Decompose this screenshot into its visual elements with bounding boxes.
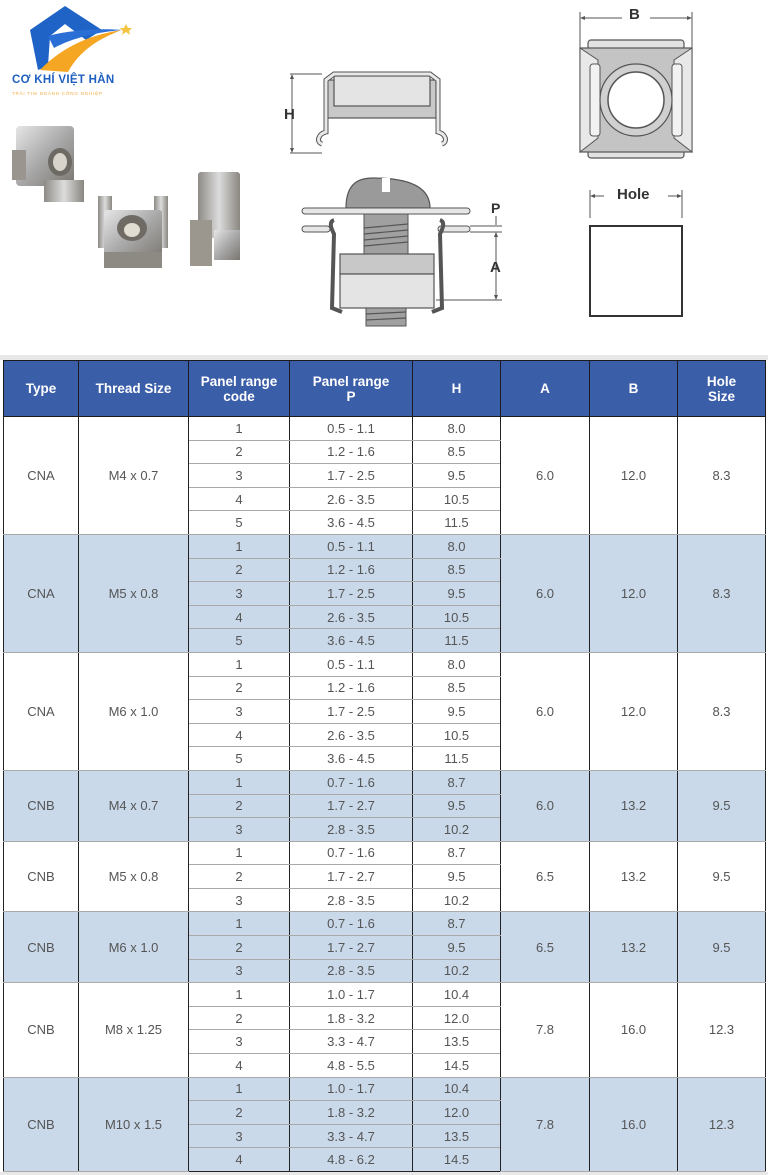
cell-type: CNA	[4, 534, 79, 652]
cell-a: 6.5	[501, 912, 590, 983]
cell-type: CNB	[4, 770, 79, 841]
cell-thread-size: M6 x 1.0	[79, 652, 189, 770]
cell-panel-code: 2	[189, 936, 290, 960]
cell-panel-code: 4	[189, 1148, 290, 1172]
cell-panel-code: 3	[189, 464, 290, 488]
cell-panel-code: 2	[189, 558, 290, 582]
brand-slogan: TRÁI TIM NGÀNH CÔNG NGHIỆP	[12, 91, 103, 96]
cell-h: 8.0	[413, 417, 501, 441]
cell-panel-range: 4.8 - 5.5	[290, 1054, 413, 1078]
cell-h: 13.5	[413, 1124, 501, 1148]
cell-type: CNB	[4, 841, 79, 912]
company-logo-icon	[10, 4, 140, 104]
table-row	[4, 534, 766, 558]
cell-panel-range: 3.3 - 4.7	[290, 1124, 413, 1148]
cell-panel-code: 3	[189, 1124, 290, 1148]
side-view-diagram	[282, 62, 472, 162]
cell-h: 9.5	[413, 865, 501, 889]
table-row	[4, 1077, 766, 1101]
cell-b: 16.0	[590, 983, 678, 1077]
cell-panel-range: 4.8 - 6.2	[290, 1148, 413, 1172]
cell-a: 6.0	[501, 534, 590, 652]
header-illustration-area	[0, 0, 768, 355]
cell-panel-range: 1.2 - 1.6	[290, 440, 413, 464]
brand-name: CƠ KHÍ VIỆT HÀN	[12, 74, 115, 86]
cell-h: 8.0	[413, 652, 501, 676]
table-header-row	[4, 361, 766, 417]
table-row	[4, 417, 766, 441]
cell-panel-range: 0.5 - 1.1	[290, 534, 413, 558]
cell-h: 14.5	[413, 1054, 501, 1078]
cell-panel-range: 2.6 - 3.5	[290, 487, 413, 511]
cell-a: 7.8	[501, 983, 590, 1077]
cell-b: 16.0	[590, 1077, 678, 1171]
cell-h: 11.5	[413, 629, 501, 653]
cell-panel-range: 1.0 - 1.7	[290, 1077, 413, 1101]
cell-type: CNB	[4, 983, 79, 1077]
cell-thread-size: M5 x 0.8	[79, 841, 189, 912]
cell-panel-range: 1.7 - 2.7	[290, 865, 413, 889]
cell-type: CNA	[4, 652, 79, 770]
cell-h: 10.2	[413, 888, 501, 912]
cell-panel-code: 5	[189, 747, 290, 771]
cell-panel-code: 4	[189, 605, 290, 629]
cell-panel-range: 1.7 - 2.5	[290, 582, 413, 606]
cell-panel-range: 0.5 - 1.1	[290, 652, 413, 676]
cell-panel-code: 2	[189, 440, 290, 464]
cell-h: 8.0	[413, 534, 501, 558]
cell-panel-range: 3.6 - 4.5	[290, 629, 413, 653]
table-row	[4, 770, 766, 794]
cell-h: 8.5	[413, 558, 501, 582]
cell-h: 8.5	[413, 676, 501, 700]
table-row	[4, 912, 766, 936]
cell-h: 9.5	[413, 464, 501, 488]
cell-panel-range: 3.6 - 4.5	[290, 511, 413, 535]
cell-panel-range: 1.7 - 2.7	[290, 936, 413, 960]
cell-h: 9.5	[413, 700, 501, 724]
cell-panel-code: 2	[189, 676, 290, 700]
cell-panel-range: 1.7 - 2.5	[290, 700, 413, 724]
cell-b: 13.2	[590, 770, 678, 841]
cell-panel-code: 3	[189, 700, 290, 724]
cell-panel-range: 2.8 - 3.5	[290, 959, 413, 983]
dimension-label-b: B	[629, 6, 640, 23]
cell-hole-size: 8.3	[678, 417, 766, 535]
cell-h: 10.2	[413, 818, 501, 842]
cell-h: 10.5	[413, 723, 501, 747]
cell-panel-code: 1	[189, 983, 290, 1007]
cage-nut-photo	[4, 110, 254, 280]
cell-panel-range: 1.8 - 3.2	[290, 1006, 413, 1030]
cell-panel-range: 2.8 - 3.5	[290, 818, 413, 842]
cell-hole-size: 8.3	[678, 652, 766, 770]
header-panel-range-p: Panel range P	[290, 361, 413, 417]
header-panel-range-code: Panel range code	[189, 361, 290, 417]
cell-h: 9.5	[413, 936, 501, 960]
cell-panel-code: 1	[189, 1077, 290, 1101]
cell-h: 8.5	[413, 440, 501, 464]
cell-h: 8.7	[413, 841, 501, 865]
cell-b: 12.0	[590, 652, 678, 770]
cell-h: 10.2	[413, 959, 501, 983]
cell-panel-range: 0.7 - 1.6	[290, 841, 413, 865]
header-hole-size: Hole Size	[678, 361, 766, 417]
cell-hole-size: 12.3	[678, 1077, 766, 1171]
table-row	[4, 652, 766, 676]
dimension-label-p: P	[491, 200, 501, 216]
cell-b: 13.2	[590, 841, 678, 912]
cell-panel-range: 1.7 - 2.5	[290, 464, 413, 488]
cell-panel-code: 4	[189, 1054, 290, 1078]
dimension-label-a: A	[490, 259, 501, 276]
cell-h: 8.7	[413, 770, 501, 794]
table-row	[4, 841, 766, 865]
cell-hole-size: 12.3	[678, 983, 766, 1077]
cell-thread-size: M4 x 0.7	[79, 770, 189, 841]
cell-panel-range: 1.2 - 1.6	[290, 558, 413, 582]
cell-panel-code: 4	[189, 723, 290, 747]
cell-a: 6.5	[501, 841, 590, 912]
cell-h: 8.7	[413, 912, 501, 936]
cell-thread-size: M10 x 1.5	[79, 1077, 189, 1171]
cell-thread-size: M5 x 0.8	[79, 534, 189, 652]
header-a: A	[501, 361, 590, 417]
cell-type: CNB	[4, 912, 79, 983]
cell-panel-range: 0.5 - 1.1	[290, 417, 413, 441]
cell-type: CNB	[4, 1077, 79, 1171]
cell-h: 10.5	[413, 487, 501, 511]
cell-h: 11.5	[413, 747, 501, 771]
cell-h: 9.5	[413, 582, 501, 606]
cell-h: 12.0	[413, 1101, 501, 1125]
cell-panel-code: 3	[189, 818, 290, 842]
cell-hole-size: 8.3	[678, 534, 766, 652]
cell-panel-code: 1	[189, 534, 290, 558]
cell-panel-range: 1.0 - 1.7	[290, 983, 413, 1007]
cell-thread-size: M8 x 1.25	[79, 983, 189, 1077]
cell-panel-code: 3	[189, 888, 290, 912]
cage-nut-spec-table	[3, 360, 766, 1172]
cell-a: 7.8	[501, 1077, 590, 1171]
cell-a: 6.0	[501, 652, 590, 770]
cell-b: 12.0	[590, 534, 678, 652]
cell-panel-range: 0.7 - 1.6	[290, 912, 413, 936]
mounted-nut-diagram	[298, 172, 508, 327]
header-type: Type	[4, 361, 79, 417]
cell-panel-range: 1.2 - 1.6	[290, 676, 413, 700]
cell-h: 14.5	[413, 1148, 501, 1172]
cell-b: 12.0	[590, 417, 678, 535]
cell-panel-range: 0.7 - 1.6	[290, 770, 413, 794]
cell-panel-code: 3	[189, 1030, 290, 1054]
cell-panel-code: 4	[189, 487, 290, 511]
cell-a: 6.0	[501, 770, 590, 841]
cell-hole-size: 9.5	[678, 841, 766, 912]
top-view-diagram	[576, 8, 696, 163]
hole-diagram	[586, 186, 686, 321]
header-thread-size: Thread Size	[79, 361, 189, 417]
cell-h: 10.5	[413, 605, 501, 629]
cell-a: 6.0	[501, 417, 590, 535]
cell-panel-code: 2	[189, 1006, 290, 1030]
cell-panel-code: 2	[189, 794, 290, 818]
cell-panel-code: 1	[189, 841, 290, 865]
cell-h: 11.5	[413, 511, 501, 535]
cell-panel-code: 1	[189, 652, 290, 676]
cell-b: 13.2	[590, 912, 678, 983]
dimension-label-h: H	[284, 106, 295, 123]
cell-panel-code: 1	[189, 912, 290, 936]
cell-panel-range: 2.6 - 3.5	[290, 723, 413, 747]
cell-panel-code: 3	[189, 959, 290, 983]
cell-panel-range: 2.6 - 3.5	[290, 605, 413, 629]
cell-hole-size: 9.5	[678, 912, 766, 983]
cell-type: CNA	[4, 417, 79, 535]
cell-panel-code: 2	[189, 1101, 290, 1125]
cell-hole-size: 9.5	[678, 770, 766, 841]
header-b: B	[590, 361, 678, 417]
cell-thread-size: M4 x 0.7	[79, 417, 189, 535]
table-row	[4, 983, 766, 1007]
cell-panel-code: 2	[189, 865, 290, 889]
cell-h: 12.0	[413, 1006, 501, 1030]
cell-h: 10.4	[413, 1077, 501, 1101]
cell-panel-range: 1.8 - 3.2	[290, 1101, 413, 1125]
cell-thread-size: M6 x 1.0	[79, 912, 189, 983]
cell-panel-code: 5	[189, 511, 290, 535]
cell-panel-range: 3.6 - 4.5	[290, 747, 413, 771]
dimension-label-hole: Hole	[617, 186, 650, 203]
cell-panel-range: 1.7 - 2.7	[290, 794, 413, 818]
cell-h: 13.5	[413, 1030, 501, 1054]
cell-panel-code: 1	[189, 770, 290, 794]
cell-panel-range: 2.8 - 3.5	[290, 888, 413, 912]
cell-panel-code: 5	[189, 629, 290, 653]
cell-h: 9.5	[413, 794, 501, 818]
cell-panel-code: 1	[189, 417, 290, 441]
cell-panel-range: 3.3 - 4.7	[290, 1030, 413, 1054]
cell-h: 10.4	[413, 983, 501, 1007]
header-h: H	[413, 361, 501, 417]
cell-panel-code: 3	[189, 582, 290, 606]
